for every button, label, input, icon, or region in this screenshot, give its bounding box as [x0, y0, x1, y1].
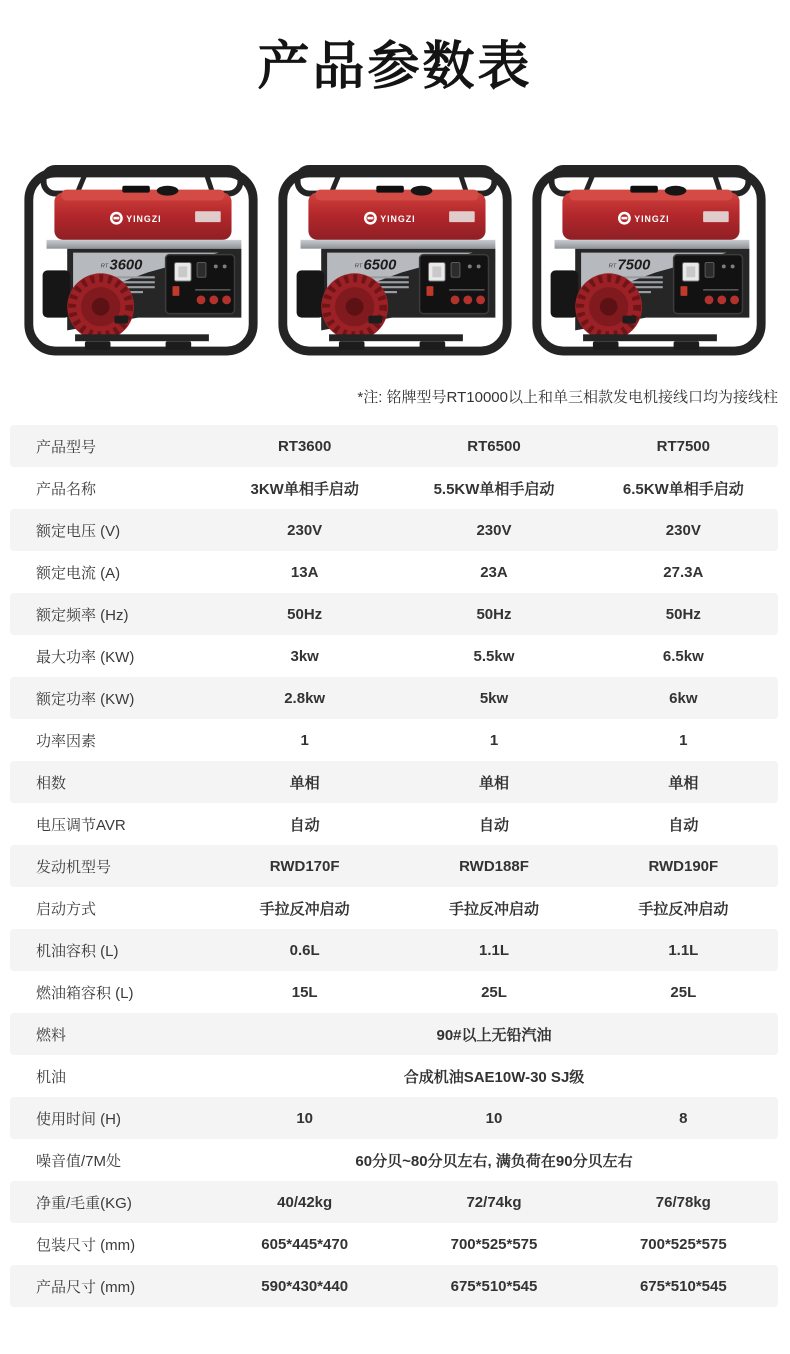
engine [575, 273, 642, 340]
spec-row [10, 845, 778, 887]
svg-text:RT: RT [354, 263, 363, 270]
outlet-socket [476, 296, 485, 305]
brand-logo [364, 212, 416, 225]
breaker-switch [197, 263, 206, 278]
spec-row [10, 803, 778, 845]
spec-row-label: 启动方式 [36, 900, 97, 918]
spec-row-value: 700*525*575 [639, 1235, 727, 1253]
spec-row-value: 50Hz [476, 605, 512, 623]
spec-row [10, 971, 778, 1013]
svg-text:RT: RT [608, 263, 617, 270]
note-text: *注: 铭牌型号RT10000以上和单三相款发电机接线口均为接线柱 [357, 389, 778, 407]
tank-vent [630, 186, 658, 193]
spec-row-value: 0.6L [289, 941, 320, 959]
spec-row-value: 单相 [478, 774, 509, 792]
spec-row-span-value: 合成机油SAE10W-30 SJ级 [403, 1068, 585, 1086]
spec-row [10, 1181, 778, 1223]
spec-row-value: 2.8kw [284, 689, 326, 707]
fuel-cap [665, 186, 687, 196]
engine-switch [172, 286, 179, 296]
svg-text:YINGZI: YINGZI [380, 214, 416, 225]
spec-row-value: 50Hz [665, 605, 701, 623]
spec-row-value: 25L [481, 983, 507, 1001]
spec-row [10, 887, 778, 929]
outlet-socket [197, 296, 206, 305]
spec-row-value: 6.5kw [662, 647, 704, 665]
spec-row [10, 929, 778, 971]
spec-row-value: RWD188F [459, 857, 529, 875]
spec-row-label: 产品尺寸 (mm) [36, 1278, 136, 1296]
model-label: 6500 [363, 257, 397, 274]
info-sticker [195, 211, 221, 222]
spec-row-value: 1.1L [478, 941, 509, 959]
spec-row-label: 使用时间 (H) [36, 1110, 121, 1128]
spec-row-value: 自动 [478, 816, 509, 834]
air-filter-box [43, 271, 71, 318]
outlet-socket [730, 296, 739, 305]
info-sticker [703, 211, 729, 222]
spec-row [10, 425, 778, 467]
spec-row-label: 包装尺寸 (mm) [36, 1236, 136, 1254]
spec-row-value: 自动 [289, 816, 320, 834]
spec-row-value: RWD190F [648, 857, 719, 875]
spec-row-label: 机油容积 (L) [36, 942, 119, 960]
generator-product-image [272, 160, 518, 362]
spec-row-value: 675*510*545 [450, 1277, 538, 1295]
spec-row-value: 6kw [669, 689, 698, 707]
spec-row-label: 产品型号 [36, 438, 97, 456]
spec-row-value: 手拉反冲启动 [448, 900, 539, 918]
generator-illustration [18, 160, 264, 362]
spec-row-value: 23A [480, 563, 508, 581]
model-label: 3600 [109, 257, 143, 274]
spec-row-value: 27.3A [663, 563, 704, 581]
spec-row [10, 1265, 778, 1307]
spec-row-value: 5.5kw [473, 647, 515, 665]
side-rail [47, 240, 242, 249]
brand-logo [618, 212, 670, 225]
outlet-socket [222, 296, 231, 305]
spec-row-span-value: 90#以上无铅汽油 [436, 1026, 552, 1044]
spec-row [10, 1139, 778, 1181]
fuel-cap [411, 186, 433, 196]
generator-illustration [272, 160, 518, 362]
air-filter-box [297, 271, 325, 318]
engine [321, 273, 388, 340]
spec-row-value: 单相 [289, 774, 320, 792]
spec-row [10, 551, 778, 593]
spec-row-value: 1 [300, 731, 309, 749]
spec-row-label: 产品名称 [36, 480, 97, 498]
spec-row [10, 635, 778, 677]
side-rail [301, 240, 496, 249]
spec-row-value: 6.5KW单相手启动 [622, 480, 744, 498]
spec-row [10, 677, 778, 719]
spec-row-label: 功率因素 [36, 732, 97, 750]
spec-row-value: RT3600 [277, 437, 332, 455]
spec-row-label: 额定功率 (KW) [36, 690, 135, 708]
generator-illustration [526, 160, 772, 362]
spec-row [10, 1013, 778, 1055]
engine-switch [426, 286, 433, 296]
svg-text:RT: RT [100, 263, 109, 270]
recoil-handle [368, 316, 382, 324]
spec-row-label: 电压调节AVR [36, 816, 126, 834]
info-sticker [449, 211, 475, 222]
spec-row [10, 761, 778, 803]
outlet-socket [705, 296, 714, 305]
spec-row [10, 1223, 778, 1265]
spec-row-label: 相数 [36, 774, 67, 792]
spec-row-label: 净重/毛重(KG) [36, 1194, 132, 1212]
spec-row-value: 25L [670, 983, 697, 1001]
generator-product-image [18, 160, 264, 362]
recoil-handle [114, 316, 128, 324]
spec-row-value: 5.5KW单相手启动 [433, 480, 555, 498]
outlet-socket [209, 296, 218, 305]
spec-row-span-value: 60分贝~80分贝左右, 满负荷在90分贝左右 [355, 1152, 633, 1170]
spec-row [10, 467, 778, 509]
control-panel [420, 255, 489, 314]
spec-row-value: 230V [476, 521, 512, 539]
fuel-tank [562, 186, 739, 240]
spec-row-label: 最大功率 (KW) [36, 648, 135, 666]
model-label: 7500 [617, 257, 651, 274]
outlet-socket [463, 296, 472, 305]
breaker-switch [451, 263, 460, 278]
spec-row-value: 76/78kg [655, 1193, 711, 1211]
spec-row [10, 719, 778, 761]
spec-row-value: 3kw [290, 647, 319, 665]
spec-row-value: 1.1L [668, 941, 699, 959]
spec-row-value: 自动 [668, 816, 699, 834]
spec-row-label: 机油 [36, 1068, 67, 1086]
control-panel [674, 255, 743, 314]
spec-row-value: 15L [291, 983, 318, 1001]
spec-row-label: 燃油箱容积 (L) [36, 984, 134, 1002]
svg-text:YINGZI: YINGZI [634, 214, 670, 225]
spec-row-value: 605*445*470 [261, 1235, 349, 1253]
spec-row-value: RT6500 [467, 437, 521, 455]
spec-row-value: 675*510*545 [639, 1277, 727, 1295]
spec-row-value: 40/42kg [277, 1193, 333, 1211]
products-row [0, 160, 790, 362]
fuel-tank [308, 186, 485, 240]
spec-row-label: 额定频率 (Hz) [36, 606, 129, 624]
spec-row-value: RWD170F [269, 857, 340, 875]
spec-row-value: 13A [290, 563, 319, 581]
spec-row-value: 50Hz [287, 605, 323, 623]
spec-row-value: 1 [679, 731, 688, 749]
spec-row-value: 700*525*575 [450, 1235, 538, 1253]
breaker-switch [705, 263, 714, 278]
spec-row [10, 509, 778, 551]
spec-row-value: 3KW单相手启动 [250, 480, 359, 498]
spec-row-value: 单相 [668, 774, 699, 792]
spec-row-label: 发动机型号 [36, 858, 112, 876]
air-filter-box [551, 271, 579, 318]
spec-row-label: 额定电压 (V) [36, 522, 121, 540]
spec-row-value: 230V [287, 521, 323, 539]
outlet-socket [717, 296, 726, 305]
spec-row-value: 590*430*440 [261, 1277, 349, 1295]
fuel-cap [157, 186, 179, 196]
spec-row [10, 593, 778, 635]
brand-logo [110, 212, 162, 225]
spec-row [10, 1097, 778, 1139]
tank-vent [376, 186, 404, 193]
svg-text:YINGZI: YINGZI [126, 214, 162, 225]
spec-row-value: 手拉反冲启动 [259, 900, 350, 918]
spec-row-value: 8 [679, 1109, 688, 1127]
fuel-tank [54, 186, 231, 240]
tank-vent [122, 186, 150, 193]
spec-row-value: 1 [489, 731, 499, 749]
spec-row-value: 10 [296, 1109, 313, 1127]
side-rail [555, 240, 750, 249]
spec-row-value: 230V [665, 521, 701, 539]
spec-row-value: RT7500 [656, 437, 710, 455]
spec-row-value: 72/74kg [466, 1193, 522, 1211]
generator-product-image [526, 160, 772, 362]
engine [67, 273, 134, 340]
outlet-socket [451, 296, 460, 305]
spec-row-label: 额定电流 (A) [36, 564, 121, 582]
spec-row-value: 5kw [479, 689, 509, 707]
spec-row [10, 1055, 778, 1097]
recoil-handle [622, 316, 636, 324]
spec-table [10, 425, 778, 1307]
spec-row-label: 燃料 [36, 1026, 67, 1044]
control-panel [166, 255, 235, 314]
spec-row-label: 噪音值/7M处 [36, 1152, 122, 1170]
spec-row-value: 手拉反冲启动 [638, 900, 729, 918]
page-title: 产品参数表 [257, 38, 533, 96]
spec-row-value: 10 [485, 1109, 503, 1127]
engine-switch [680, 286, 687, 296]
